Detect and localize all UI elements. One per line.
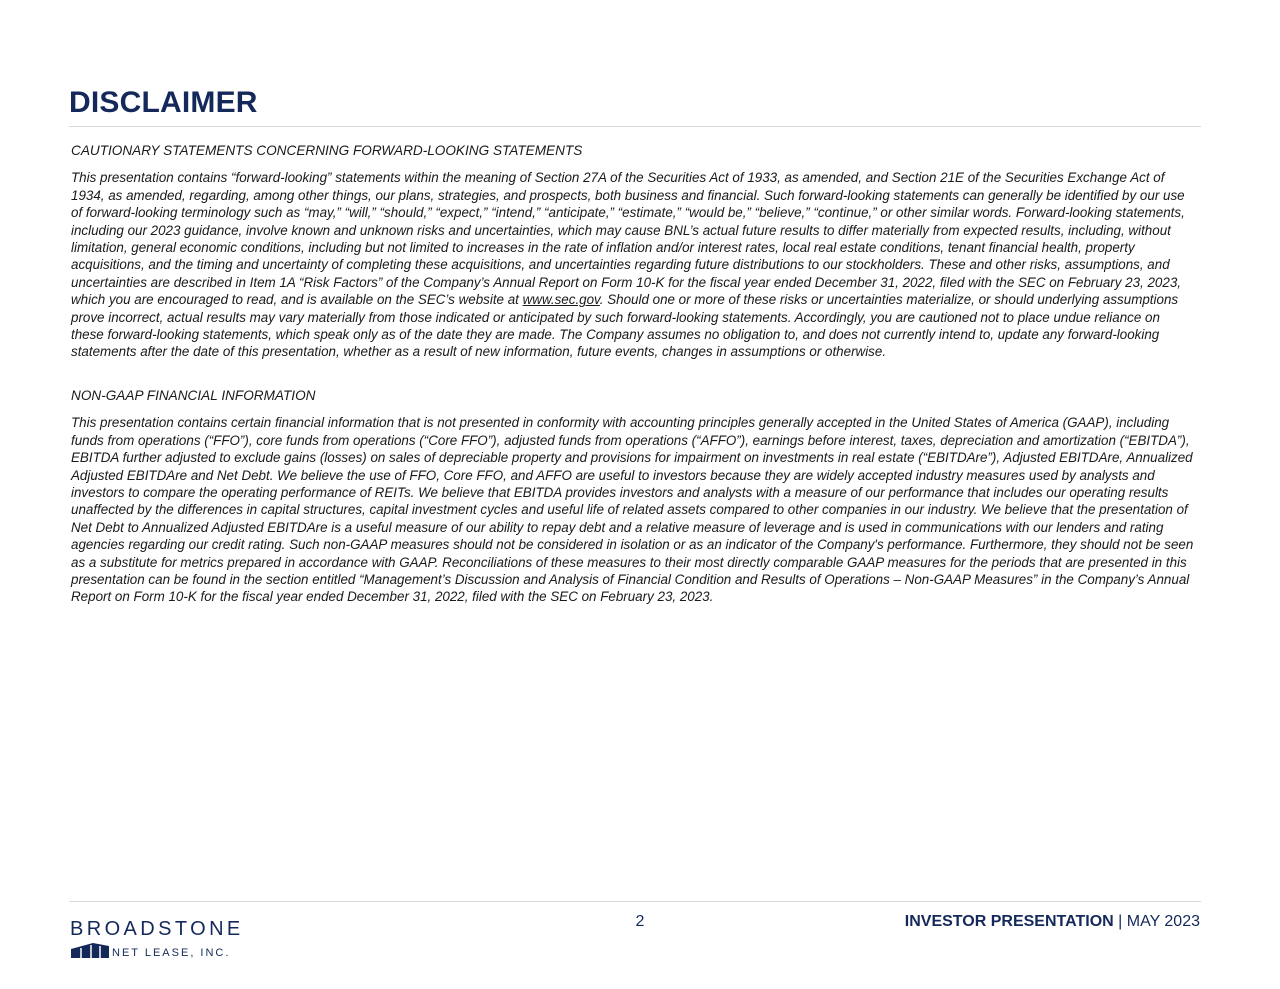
non-gaap-paragraph: This presentation contains certain financial information that is not presented in conformity with accounting principles generally accepted in the United States of America (GAAP), including funds from operations (“FFO”), core funds from operations (“Core FFO”), adjusted funds from operations (“AFFO”), earnings before interest, taxes, depreciation and amortization (“EBITDA”), EBITDA further adjusted to exclude gains (losses) on sales of depreciable property and provisions for impairment on investments in real estate (“EBITDAre”), Adjusted EBITDAre, Annualized Adjusted EBITDAre and Net Debt. We believe the use of FFO, Core FFO, and AFFO are useful to investors because they are widely accepted industry measures used by analysts and investors to compare the operating performance of REITs. We believe that EBITDA provides investors and analysts with a measure of our performance that includes our operating results unaffected by the differences in capital structures, capital investment cycles and useful life of related assets compared to other companies in our industry. We believe that the presentation of Net Debt to Annualized Adjusted EBITDAre is a useful measure of our ability to repay debt and a relative measure of leverage and is used in communications with our lenders and rating agencies regarding our credit rating. Such non-GAAP measures should not be considered in isolation or as an indicator of the Company's performance. Furthermore, they should not be seen as a substitute for metrics prepared in accordance with GAAP. Reconciliations of these measures to their most directly comparable GAAP measures for the periods that are presented in this presentation can be found in the section entitled “Management’s Discussion and Analysis of Financial Condition and Results of Operations – Non-GAAP Measures” in the Company’s Annual Report on Form 10-K for the fiscal year ended December 31, 2022, filed with the SEC on February 23, 2023. <box>71 415 1194 605</box>
presentation-footer-label <box>905 913 1200 931</box>
non-gaap-heading: NON-GAAP FINANCIAL INFORMATION <box>71 387 316 403</box>
forward-looking-text-part2: . Should one or more of these risks or uncertainties materialize, or should underlying assumptions prove incorrect, actual results may vary materially from those indicated or anticipated by such forward-looking statements. Accordingly, you are cautioned not to place undue reliance on these forward-looking statements, which speak only as of the date they are made. The Company assumes no obligation to, and does not currently intend to, update any forward-looking statements after the date of this presentation, whether as a result of new information, future events, changes in assumptions or otherwise. <box>71 292 1179 360</box>
presentation-label: INVESTOR PRESENTATION <box>904 913 1114 930</box>
logo-subtitle: NET LEASE, INC. <box>112 947 231 959</box>
forward-looking-heading: CAUTIONARY STATEMENTS CONCERNING FORWARD-LOOKING STATEMENTS <box>71 143 583 158</box>
footer-separator: | <box>1118 913 1123 930</box>
sec-website-link[interactable]: www.sec.gov <box>522 292 600 308</box>
page-title: DISCLAIMER <box>69 86 258 119</box>
footer-divider <box>69 901 1201 902</box>
title-divider <box>69 126 1201 127</box>
forward-looking-section <box>71 142 1195 361</box>
building-icon <box>71 942 109 958</box>
forward-looking-paragraph <box>71 169 1195 360</box>
page-number: 2 <box>635 913 645 930</box>
non-gaap-section <box>71 387 1195 606</box>
forward-looking-text-part1: This presentation contains “forward-looking” statements within the meaning of Section 27A of the Securities Act of 1933, as amended, and Section 21E of the Securities Exchange Act of 1934, as amended, regarding, among other things, our plans, strategies, and prospects, both business and financial. Such forward-looking statements can generally be identified by our use of forward-looking terminology such as “may,” “will,” “should,” “expect,” “intend,” “anticipate,” “estimate,” “would be,” “believe,” “continue,” or other similar words. Forward-looking statements, including our 2023 guidance, involve known and unknown risks and uncertainties, which may cause BNL’s actual future results to differ materially from expected results, including, without limitation, general economic conditions, including but not limited to increases in the rate of inflation and/or interest rates, local real estate conditions, tenant financial health, property acquisitions, and the timing and uncertainty of completing these acquisitions, and uncertainties regarding future distributions to our stockholders. These and other risks, assumptions, and uncertainties are described in Item 1A “Risk Factors” of the Company’s Annual Report on Form 10-K for the fiscal year ended December 31, 2022, filed with the SEC on February 23, 2023, which you are encouraged to read, and is available on the SEC’s website at <box>71 170 1185 308</box>
broadstone-logo <box>70 918 270 963</box>
disclaimer-content <box>71 142 1195 606</box>
presentation-date: MAY 2023 <box>1126 913 1200 930</box>
logo-wordmark: BROADSTONE <box>70 918 244 940</box>
